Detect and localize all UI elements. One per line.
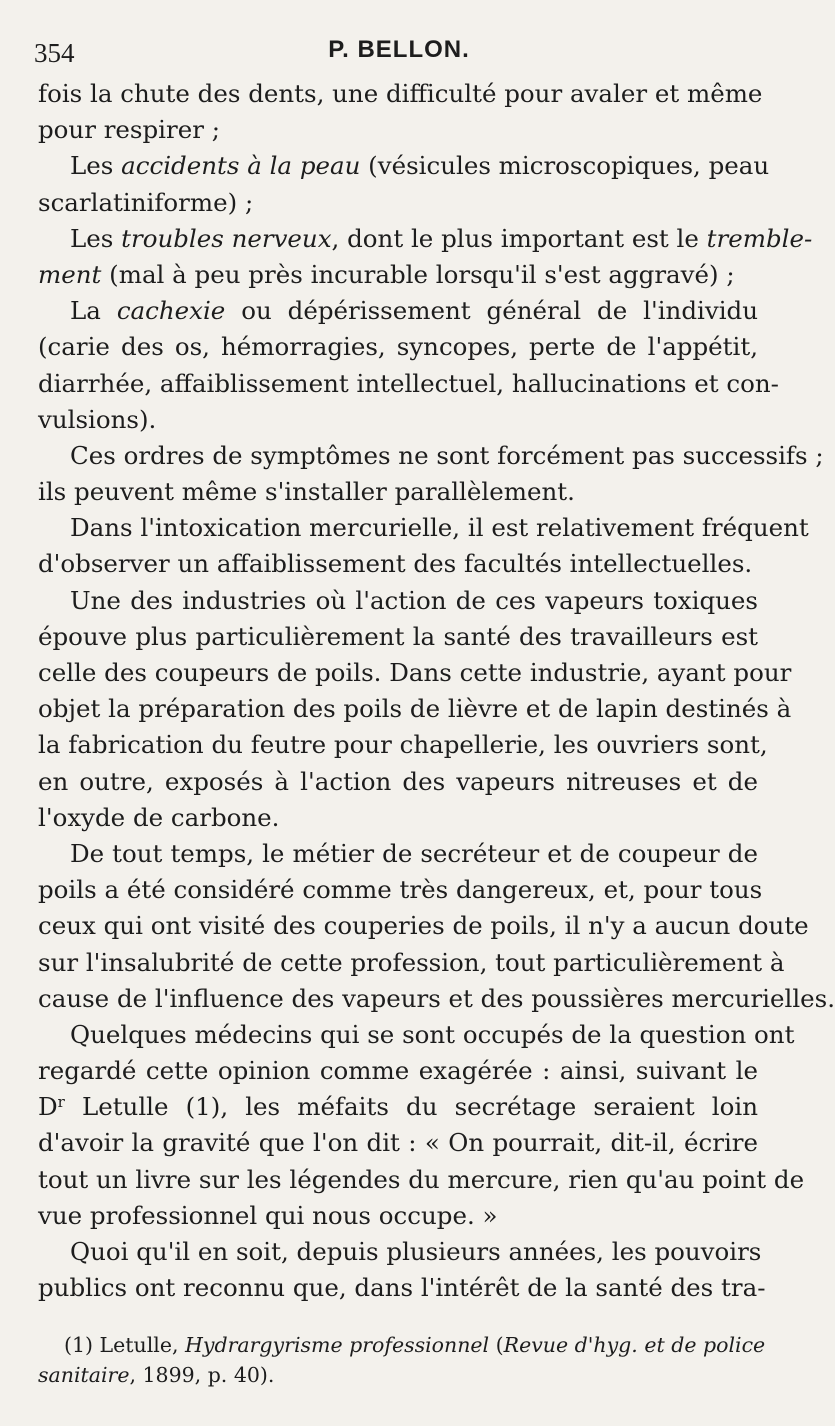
text-segment: cause de l'influence des vapeurs et des poussières mercurielles. xyxy=(38,983,835,1013)
text-segment: ils peuvent même s'installer parallèlement. xyxy=(38,477,575,507)
text-line xyxy=(38,872,763,908)
text-segment: (carie des os, hémorragies, syncopes, perte de l'appétit, xyxy=(38,332,758,362)
italic-text: ment xyxy=(38,259,102,289)
text-segment: La xyxy=(70,296,117,326)
text-line xyxy=(38,1125,758,1161)
text-line xyxy=(38,981,835,1017)
text-line xyxy=(38,1270,766,1306)
text-segment: objet la préparation des poils de lièvre et de lapin destinés à xyxy=(38,694,792,724)
text-segment: ceux qui ont visité des couperies de poils, il n'y a aucun doute xyxy=(38,911,809,941)
text-line xyxy=(38,438,824,474)
italic-text: tremble- xyxy=(706,223,813,253)
text-segment: Dans l'intoxication mercurielle, il est relativement fréquent xyxy=(70,513,809,543)
text-segment: poils a été considéré comme très dangereux, et, pour tous xyxy=(38,875,763,905)
running-head: P. BELLON. xyxy=(328,36,470,63)
text-line xyxy=(38,1162,805,1198)
text-segment: vue professionnel qui nous occupe. » xyxy=(38,1200,498,1230)
italic-text: sanitaire xyxy=(38,1363,130,1387)
text-segment: Une des industries où l'action de ces vapeurs toxiques xyxy=(70,585,758,615)
footnote-line xyxy=(38,1360,762,1390)
text-line xyxy=(38,1017,795,1053)
text-segment: en outre, exposés à l'action des vapeurs nitreuses et de xyxy=(38,766,758,796)
text-line xyxy=(38,764,758,800)
text-segment: Ces ordres de symptômes ne sont forcément pas successifs ; xyxy=(70,440,824,470)
text-segment: publics ont reconnu que, dans l'intérêt de la santé des tra- xyxy=(38,1273,766,1303)
text-line xyxy=(38,510,809,546)
text-line xyxy=(38,691,792,727)
italic-text: troubles nerveux xyxy=(121,223,332,253)
text-line xyxy=(38,76,763,112)
text-segment: Quelques médecins qui se sont occupés de la question ont xyxy=(70,1019,795,1049)
text-segment: , dont le plus important est le xyxy=(331,223,707,253)
text-segment: diarrhée, affaiblissement intellectuel, hallucinations et con- xyxy=(38,368,779,398)
text-segment: sur l'insalubrité de cette profession, tout particulièrement à xyxy=(38,947,785,977)
text-segment: Les xyxy=(70,151,122,181)
text-line xyxy=(38,800,758,836)
text-segment: celle des coupeurs de poils. Dans cette industrie, ayant pour xyxy=(38,658,792,687)
text-line xyxy=(38,727,768,763)
text-line xyxy=(38,1234,762,1270)
text-segment: ou dépérissement général de l'individu xyxy=(225,296,758,326)
italic-text: Revue d'hyg. et de police xyxy=(503,1333,766,1357)
superscript-text: r xyxy=(57,1093,65,1112)
text-line xyxy=(38,293,758,329)
text-segment: d'observer un affaiblissement des facultés intellectuelles. xyxy=(38,549,753,579)
footnote-line xyxy=(38,1330,766,1360)
italic-text: cachexie xyxy=(116,296,226,326)
body-text xyxy=(38,76,835,1306)
text-segment: De tout temps, le métier de secréteur et de coupeur de xyxy=(70,838,758,868)
text-line xyxy=(38,945,785,981)
text-segment: ( xyxy=(489,1333,504,1357)
text-line xyxy=(38,112,758,148)
text-line xyxy=(38,185,758,221)
italic-text: Hydrargyrisme professionnel xyxy=(185,1333,490,1357)
text-line xyxy=(38,366,779,402)
text-line xyxy=(38,148,770,184)
text-line xyxy=(38,546,758,582)
text-line xyxy=(38,908,809,944)
text-line xyxy=(38,257,758,293)
text-line xyxy=(38,583,758,619)
text-line xyxy=(38,221,813,257)
text-segment: D xyxy=(38,1092,58,1122)
text-segment: d'avoir la gravité que l'on dit : « On pourrait, dit-il, écrire xyxy=(38,1128,758,1158)
text-line xyxy=(38,474,758,510)
text-segment: la fabrication du feutre pour chapellerie, les ouvriers sont, xyxy=(38,730,768,760)
text-line xyxy=(38,402,758,438)
text-line xyxy=(38,836,758,872)
text-line xyxy=(38,1089,758,1125)
text-segment: Les xyxy=(70,223,122,253)
text-segment: , 1899, p. 40). xyxy=(129,1363,275,1387)
text-segment: regardé cette opinion comme exagérée : ainsi, suivant le xyxy=(38,1056,758,1086)
page-header xyxy=(34,34,764,74)
text-segment: épouve plus particulièrement la santé des travailleurs est xyxy=(38,621,758,651)
text-segment: pour respirer ; xyxy=(38,115,220,145)
text-line xyxy=(38,1198,758,1234)
text-segment: vulsions). xyxy=(38,404,157,434)
italic-text: accidents à la peau xyxy=(121,151,361,181)
text-line xyxy=(38,619,758,655)
text-line xyxy=(38,655,792,691)
footnotes xyxy=(38,1330,766,1390)
text-segment: Quoi qu'il en soit, depuis plusieurs années, les pouvoirs xyxy=(70,1237,762,1266)
text-segment: Letulle (1), les méfaits du secrétage seraient loin xyxy=(64,1092,758,1122)
text-line xyxy=(38,329,758,365)
text-segment: (mal à peu près incurable lorsqu'il s'est aggravé) ; xyxy=(101,259,735,289)
text-segment: tout un livre sur les légendes du mercure, rien qu'au point de xyxy=(38,1164,805,1194)
text-segment: l'oxyde de carbone. xyxy=(38,802,280,832)
page-number: 354 xyxy=(34,38,75,68)
text-segment: fois la chute des dents, une difficulté pour avaler et même xyxy=(38,79,763,108)
text-line xyxy=(38,1053,758,1089)
text-segment: (1) Letulle, xyxy=(64,1333,186,1357)
text-segment: (vésicules microscopiques, peau xyxy=(360,151,770,181)
text-segment: scarlatiniforme) ; xyxy=(38,187,254,217)
